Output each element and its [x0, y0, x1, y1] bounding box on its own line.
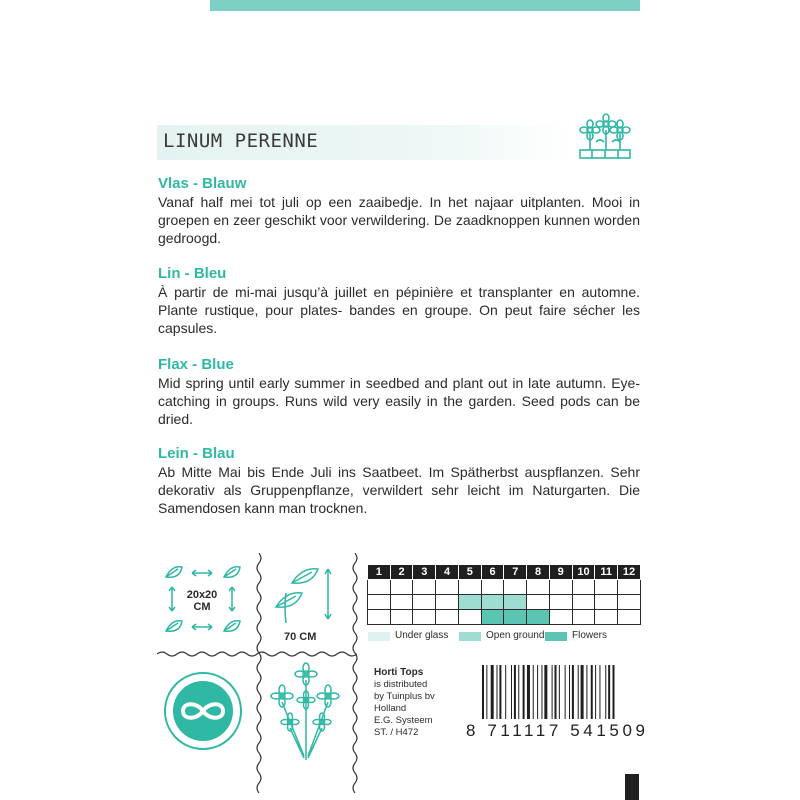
- month-11: 11: [595, 565, 618, 580]
- section-dutch: [158, 175, 640, 247]
- brand-name: Horti Tops: [374, 667, 424, 678]
- month-6: 6: [481, 565, 504, 580]
- barcode-bar: [605, 665, 606, 719]
- legend-swatch: [545, 632, 567, 641]
- seedling-flowers-icon: [576, 112, 634, 162]
- barcode-bar: [533, 665, 534, 719]
- section-heading: Flax - Blue: [158, 356, 234, 373]
- page-title: LINUM PERENNE: [163, 130, 319, 152]
- distributor-line: by Tuinplus bv: [374, 691, 435, 702]
- section-heading: Lein - Blau: [158, 445, 235, 462]
- vertical-wavy-divider-right: [350, 553, 360, 793]
- section-body: À partir de mi-mai jusqu’à juillet en pépinière et transplanter en automne. Plante rustique, pour plates- bandes en groupe. On peut faire sécher les capsules.: [158, 284, 640, 336]
- month-5: 5: [458, 565, 481, 580]
- spacing-label: [182, 589, 222, 613]
- month-2: 2: [390, 565, 413, 580]
- section-german: [158, 445, 640, 517]
- month-9: 9: [549, 565, 572, 580]
- section-body: Mid spring until early summer in seedbed and plant out in late autumn. Eye-catching in groups. Runs wild very easily in the garden. Seed pods can be dried.: [158, 375, 640, 427]
- barcode-bar: [514, 665, 516, 719]
- barcode-bar: [595, 665, 596, 719]
- barcode-number: 8 711117 541509: [466, 721, 649, 740]
- month-7: 7: [504, 565, 527, 580]
- bottom-black-mark: [625, 774, 639, 800]
- legend-label: Flowers: [572, 630, 608, 641]
- barcode-bar: [511, 665, 512, 719]
- barcode-bar: [482, 665, 484, 719]
- legend-swatch: [368, 632, 390, 641]
- barcode-bar: [541, 665, 542, 719]
- barcode-bar: [537, 665, 538, 719]
- calendar-row-flowers: [368, 610, 641, 625]
- barcode-bar: [544, 665, 547, 719]
- perennial-infinity-icon: [160, 668, 246, 754]
- section-english: [158, 356, 640, 428]
- horizontal-wavy-divider: [157, 649, 357, 659]
- barcode-bar: [572, 665, 574, 719]
- section-body: Vanaf half mei tot juli op een zaaibedje. In het najaar uitplanten. Mooi in groepen en zeer geschikt voor verwildering. De zaadknoppen kunnen worden gedroogd.: [158, 194, 640, 246]
- barcode-bar: [505, 665, 506, 719]
- legend-label: Open ground: [486, 630, 545, 641]
- month-3: 3: [413, 565, 436, 580]
- barcode-bar: [578, 665, 579, 719]
- spacing-unit: CM: [193, 601, 211, 613]
- month-4: 4: [436, 565, 459, 580]
- barcode-bar: [586, 665, 587, 719]
- distributor-info: [374, 667, 464, 739]
- barcode-bar: [581, 665, 584, 719]
- section-heading: Vlas - Blauw: [158, 175, 247, 192]
- sowing-calendar: [367, 564, 641, 625]
- plant-height-icon: [272, 563, 338, 629]
- flower-cluster-icon: [268, 660, 344, 770]
- top-color-bar: [210, 0, 640, 11]
- barcode-bar: [559, 665, 560, 719]
- barcode-bar: [608, 665, 610, 719]
- month-1: 1: [368, 565, 391, 580]
- barcode-bar: [491, 665, 494, 719]
- distributor-line: ST. / H472: [374, 727, 419, 738]
- calendar-row-under-glass: [368, 580, 641, 595]
- distributor-line: is distributed: [374, 679, 428, 690]
- section-french: [158, 265, 640, 337]
- barcode-bar: [518, 665, 519, 719]
- barcode-bar: [591, 665, 593, 719]
- barcode: [482, 665, 642, 719]
- section-body: Ab Mitte Mai bis Ende Juli ins Saatbeet. Im Spätherbst auspflanzen. Sehr dekorativ als Gruppenpflanze, verwildert sehr leicht im Naturgarten. Die Samendosen kann man trocknen.: [158, 464, 640, 516]
- barcode-bar: [613, 665, 615, 719]
- barcode-bar: [565, 665, 566, 719]
- month-8: 8: [527, 565, 550, 580]
- legend-swatch: [459, 632, 481, 641]
- section-heading: Lin - Bleu: [158, 265, 227, 282]
- month-12: 12: [618, 565, 641, 580]
- legend-label: Under glass: [395, 630, 449, 641]
- barcode-bar: [569, 665, 570, 719]
- calendar-row-open-ground: [368, 595, 641, 610]
- barcode-bar: [497, 665, 498, 719]
- height-label: 70 CM: [284, 631, 317, 643]
- barcode-bar: [486, 665, 487, 719]
- barcode-bar: [555, 665, 557, 719]
- month-10: 10: [572, 565, 595, 580]
- barcode-bar: [523, 665, 525, 719]
- barcode-bar: [527, 665, 530, 719]
- barcode-bar: [552, 665, 553, 719]
- distributor-line: Holland: [374, 703, 407, 714]
- barcode-bar: [599, 665, 600, 719]
- vertical-wavy-divider: [254, 553, 264, 793]
- distributor-line: E.G. Systeem: [374, 715, 433, 726]
- spacing-value: 20x20: [186, 589, 218, 601]
- barcode-bar: [499, 665, 501, 719]
